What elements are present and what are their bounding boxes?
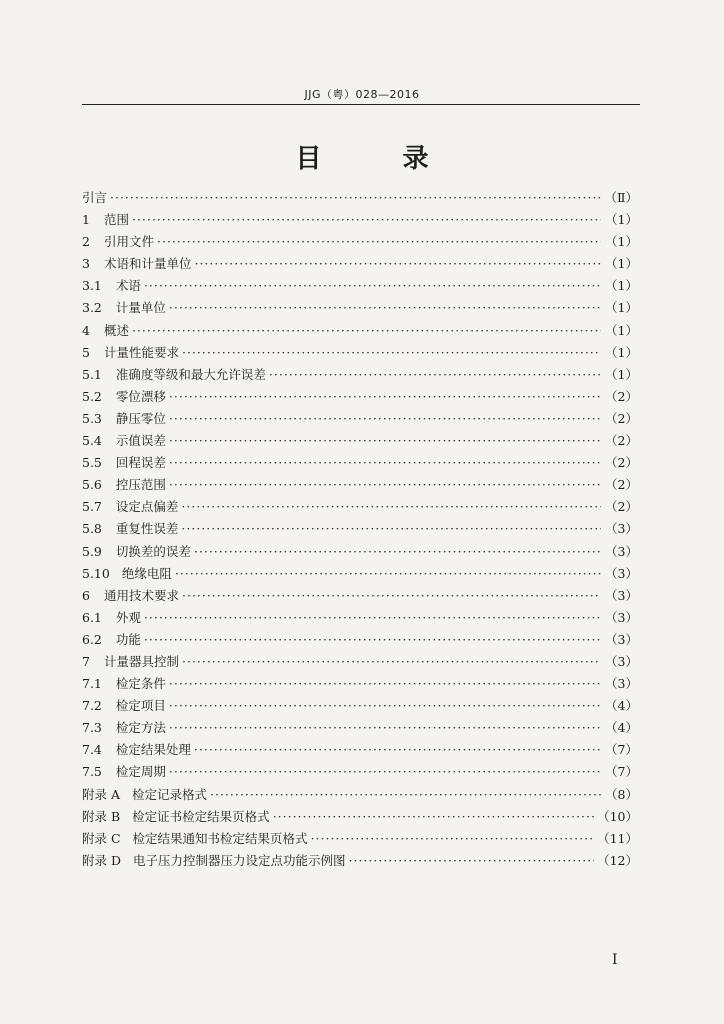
toc-entry-label: 设定点偏差 [115,499,179,515]
toc-entry [82,740,638,762]
toc-entry-page: （11） [597,830,638,846]
toc-entry-label: 引用文件 [103,234,154,250]
toc-entry-page: （3） [605,587,638,603]
toc-entry-label: 回程误差 [115,455,166,471]
toc-entry-page: （3） [605,543,638,559]
toc-dot-leader [169,698,601,713]
toc-entry-number: 附录 B [82,808,121,824]
toc-dot-leader [194,742,601,757]
toc-entry-number: 5.9 [82,543,102,559]
toc-entry-label: 准确度等级和最大允许误差 [115,366,266,382]
toc-dot-leader [311,831,595,846]
toc-entry-label: 功能 [115,631,141,647]
toc-entry [82,542,638,564]
page-number: I [612,952,618,968]
toc-entry [82,652,638,674]
toc-dot-leader [182,654,601,669]
toc-entry-number: 6.2 [82,631,102,647]
toc-entry-label: 绝缘电阻 [121,565,172,581]
toc-dot-leader [194,544,601,559]
toc-entry [82,409,638,431]
toc-entry [82,431,638,453]
toc-entry-label: 检定结果处理 [115,742,191,758]
toc-entry [82,674,638,696]
toc-dot-leader [144,610,601,625]
toc-entry-label: 范围 [103,212,129,228]
toc-entry-label: 引言 [82,190,108,205]
toc-entry-number: 7.5 [82,764,102,780]
toc-entry-page: （3） [605,565,638,581]
toc-entry-label: 电子压力控制器压力设定点功能示例图 [133,852,346,868]
toc-entry-number: 7.3 [82,720,102,736]
toc-entry-page: （3） [605,631,638,647]
toc-entry [82,497,638,519]
toc-entry [82,851,638,873]
toc-entry [82,387,638,409]
toc-dot-leader [169,389,601,404]
toc-entry [82,519,638,541]
toc-entry [82,586,638,608]
toc-dot-leader [132,212,601,227]
toc-entry-number: 2 [82,234,90,250]
toc-entry-number: 5.1 [82,366,102,382]
toc-entry-number: 7.1 [82,676,102,692]
toc-dot-leader [169,764,601,779]
toc-entry-label: 计量性能要求 [103,344,179,360]
toc-entry-page: （3） [605,521,638,537]
toc-entry-label: 术语 [115,278,141,294]
toc-entry-page: （4） [605,720,638,736]
toc-entry-page: （1） [605,300,638,316]
toc-dot-leader [169,720,601,735]
toc-entry-page: （1） [605,278,638,294]
toc-dot-leader [210,787,601,802]
toc-entry-number: 3.1 [82,278,102,294]
toc-entry-page: （12） [597,852,638,868]
toc-entry-label: 静压零位 [115,410,166,426]
toc-entry-number: 5 [82,344,90,360]
toc-entry-page: （4） [605,698,638,714]
toc-entry-label: 示值误差 [115,433,166,449]
toc-entry-number: 5.2 [82,388,102,404]
toc-entry [82,785,638,807]
page-title: 目 录 [295,144,465,174]
toc-dot-leader [144,278,601,293]
toc-entry-page: （2） [605,433,638,449]
toc-entry-number: 6 [82,587,90,603]
toc-entry-page: （1） [605,366,638,382]
toc-entry-page: （Ⅱ） [604,190,638,205]
toc-entry-label: 检定条件 [115,676,166,692]
toc-entry [82,188,638,210]
toc-entry [82,276,638,298]
toc-entry [82,807,638,829]
toc-entry-number: 7.2 [82,698,102,714]
toc-entry [82,630,638,652]
toc-dot-leader [144,632,601,647]
toc-dot-leader [169,676,601,691]
toc-entry-label: 检定项目 [115,698,166,714]
toc-entry-label: 计量单位 [115,300,166,316]
toc-entry [82,564,638,586]
toc-entry-number: 5.7 [82,499,102,515]
toc-entry-page: （2） [605,410,638,426]
toc-dot-leader [169,300,601,315]
toc-entry-label: 重复性误差 [115,521,179,537]
toc-entry [82,453,638,475]
toc-entry [82,210,638,232]
toc-entry-page: （2） [605,477,638,493]
toc-entry-page: （1） [605,234,638,250]
toc-entry-page: （2） [605,499,638,515]
toc-entry-page: （1） [605,256,638,272]
toc-entry [82,298,638,320]
toc-entry-label: 概述 [103,322,129,338]
toc-dot-leader [110,190,601,205]
toc-entry-number: 4 [82,322,90,338]
toc-entry-page: （3） [605,676,638,692]
toc-entry-page: （7） [605,742,638,758]
toc-entry-page: （2） [605,388,638,404]
toc-dot-leader [181,499,601,514]
toc-dot-leader [181,521,601,536]
toc-entry-number: 5.4 [82,433,102,449]
toc-entry-number: 5.6 [82,477,102,493]
toc-entry [82,762,638,784]
toc-entry-number: 6.1 [82,609,102,625]
toc-entry-label: 检定方法 [115,720,166,736]
toc-entry-label: 通用技术要求 [103,587,179,603]
toc-entry-number: 附录 D [82,852,121,868]
toc-dot-leader [169,455,601,470]
toc-entry-label: 检定结果通知书检定结果页格式 [132,830,308,846]
toc-entry-number: 附录 C [82,830,121,846]
toc-dot-leader [182,588,601,603]
toc-entry-label: 术语和计量单位 [103,256,192,272]
toc-entry [82,343,638,365]
toc-entry-number: 3 [82,256,90,272]
toc-entry-label: 检定证书检定结果页格式 [132,808,270,824]
toc-dot-leader [169,433,601,448]
toc-entry-page: （2） [605,455,638,471]
toc-entry [82,254,638,276]
toc-entry-page: （7） [605,764,638,780]
header-rule [82,104,640,105]
toc-entry-number: 5.10 [82,565,110,581]
toc-entry-number: 5.3 [82,410,102,426]
toc-entry-page: （3） [605,653,638,669]
toc-entry-label: 计量器具控制 [103,653,179,669]
toc-entry-number: 7.4 [82,742,102,758]
toc-entry-number: 5.5 [82,455,102,471]
toc-dot-leader [175,566,601,581]
toc-dot-leader [273,809,594,824]
toc-dot-leader [269,367,601,382]
toc-entry [82,829,638,851]
toc-entry-label: 切换差的误差 [115,543,191,559]
toc-dot-leader [182,345,601,360]
toc-entry-page: （1） [605,322,638,338]
toc-dot-leader [194,256,601,271]
document-code-header: JJG（粤）028—2016 [304,88,420,101]
toc-entry-page: （1） [605,344,638,360]
toc-entry [82,232,638,254]
toc-entry-number: 3.2 [82,300,102,316]
toc-entry-page: （3） [605,609,638,625]
toc-entry-label: 检定记录格式 [132,786,208,802]
toc-dot-leader [132,323,601,338]
toc-entry-label: 外观 [115,609,141,625]
toc-entry-label: 零位漂移 [115,388,166,404]
toc-entry-number: 1 [82,212,90,228]
toc-dot-leader [169,477,601,492]
toc-entry [82,365,638,387]
toc-entry-page: （10） [597,808,638,824]
toc-entry [82,696,638,718]
table-of-contents [82,188,638,873]
toc-entry [82,475,638,497]
toc-entry-label: 检定周期 [115,764,166,780]
toc-dot-leader [169,411,601,426]
toc-dot-leader [349,853,595,868]
toc-entry-page: （1） [605,212,638,228]
toc-entry [82,608,638,630]
toc-entry [82,718,638,740]
toc-entry-number: 附录 A [82,786,121,802]
toc-dot-leader [157,234,601,249]
toc-entry-number: 5.8 [82,521,102,537]
toc-entry-page: （8） [605,786,638,802]
toc-entry [82,321,638,343]
toc-entry-label: 控压范围 [115,477,166,493]
toc-entry-number: 7 [82,653,90,669]
